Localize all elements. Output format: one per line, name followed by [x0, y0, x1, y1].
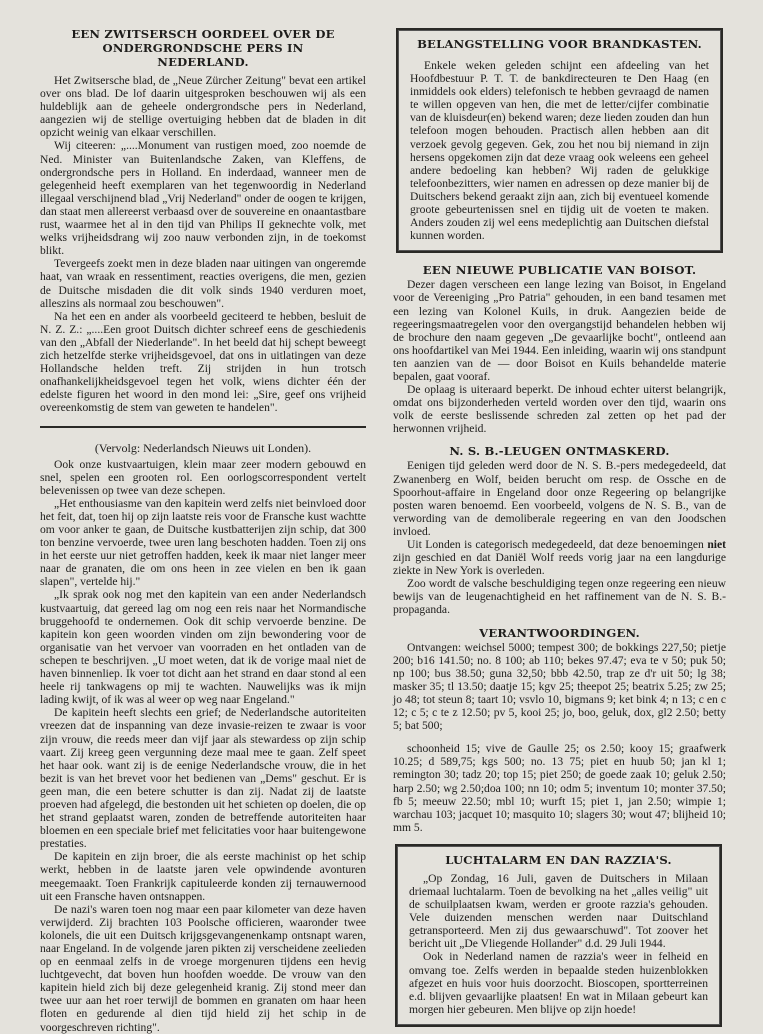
article-nsb-leugen	[393, 444, 726, 616]
paragraph: De kapitein heeft slechts een grief; de Nederlandsche autoriteiten vreezen dat de inspanning van deze invasie-reizen te zwaar is voor zijn vrouw, die reeds meer dan vijf jaar als stewardess op zijn schip vaart. Zij kreeg geen vergunning deze maal mee te gaan. Zelf speet het haar ook. want zij is de eenige Nederlandsche vrouw, die in het bezit is van het brevet voor het bedienen van „Dems" geschut. Er is geen man, die een betere schutter is dan zij. Nadat zij de laatste proeven had afgelegd, die bestonden uit het schieten op doelen, die op het strand geplaatst waren, zonden de betreffende autoriteiten haar bloemen en een speciale brief met felicitaties voor haar buitengewone prestaties.	[40, 706, 366, 851]
paragraph: „Op Zondag, 16 Juli, gaven de Duitschers in Milaan driemaal luchtalarm. Toen de bevolking na het „alles veilig" uit de schuilplaatsen kwam, werden er groote razzia's gehouden. Vele duizenden menschen werden naar Duitschland getransporteerd. Men zij dus gewaarschuwd". Tot zoover het bericht uit „De Vliegende Hollander" d.d. 29 Juli 1944.	[409, 871, 708, 951]
paragraph: Ontvangen: weichsel 5000; tempest 300; de bokkings 227,50; pietje 200; b16 141.50; no. 8 100; ab 110; bekes 97.47; eva te v 50; puk 50; np 100; bus 38.50; guna 32,50; bbb 42.50, trap ze d'r uit 50; lg 38; masker 35; tl 13.50; daatje 15; kgv 25; theepot 25; beatrix 5.25; zw 25; jo 48; tot steun 8; taart 10; vsvlo 10, bigmans 9; ket bink 4; n 13; c en c 12; c 5; c te z 12.50; pv 5, kooi 25; jo, boo, geluk, dox, gl2 2.50; betty 5; bat 500;	[393, 640, 726, 733]
paragraph: „Het enthousiasme van den kapitein werd zelfs niet beinvloed door het feit, dat, toen hij op zijn laatste reis voor de Fransche kust wachtte om voor anker te gaan, de Duitsche kustbatterijen zijn schip, dat 300 ton benzine vervoerde, twee uren lang beschoten hadden. Toen zij ons in het eerste uur niet getroffen hadden, keek ik maar niet langer meer naar de granaten, die om ons heen in zee vielen en ben ik gaan slapen", vertelde hij."	[40, 496, 366, 589]
article-boisot	[393, 263, 726, 435]
paragraph: schoonheid 15; vive de Gaulle 25; os 2.50; kooy 15; graafwerk 10.25; d 589,75; kgs 500; no. 13 75; piet en huub 50; jan kl 1; remington 30; tadz 20; top 15; piet 250; de goede zaak 10; geluk 2.50; harp 2.50; wg 2.50;doa 100; nn 10; odm 5; inventum 10; monter 37.50; fb 5; meeuw 22.50; mbl 10; wurft 15; piet 1, jan 2.50; wimpie 1; warchau 103; jacquet 10; masquito 10; slagers 30; wout 47; blijheid 10; mm 5.	[393, 742, 726, 834]
paragraph: Eenigen tijd geleden werd door de N. S. B.-pers medegedeeld, dat Zwanenberg en Wolf, beiden berucht om resp. de Ossche en de Spoorhout-affaire in Engeland door onze Regeering op belangrijke posten waren benoemd. Een voorbeeld, volgens de N. S. B., van de verwording van de demoliberale regeering en van den Joodschen invloed.	[393, 459, 726, 538]
paragraph: Het Zwitsersche blad, de „Neue Zürcher Zeitung" bevat een artikel over ons blad. De lof daarin uitgesproken beschouwen wij als een huldeblijk aan de geheele ondergrondsche pers in Nederland, aangezien wij de stellige overtuiging hebben dat de bladen in dit opzicht weinig van elkaar verschillen.	[40, 74, 366, 140]
paragraph: Zoo wordt de valsche beschuldiging tegen onze regeering een nieuw bewijs van de leugenachtigheid en het raffinement van de N. S. B.-propaganda.	[393, 577, 726, 617]
paragraph: Wij citeeren: „....Monument van rustigen moed, zoo noemde de Ned. Minister van Buitenlandsche Zaken, van Kleffens, de ondergrondsche pers in Holland. En inderdaad, wanneer men de gelegenheid heeft exemplaren van het tegenwoordig in Nederland illegaal verschijnend blad „Vrij Nederland" onder de oogen te krijgen, dan staat men allereerst verbaasd over de souvereine en onaantastbare rust, waarmee het al in den tijd van Philips II geknechte volk, met welks vrijheidsdrang wij zoo nauw verbonden zijn, in de toekomst blikt.	[40, 139, 366, 258]
article-nieuws-uit-londen	[40, 442, 366, 1033]
column-divider	[40, 426, 366, 428]
paragraph	[393, 538, 726, 577]
paragraph: „Ik sprak ook nog met den kapitein van een ander Nederlandsch kustvaartuig, dat gereed lag om nog een reis naar het Normandische bruggehoofd te ondernemen. Ook dit schip vervoerde benzine. De kapitein kon geen woorden vinden om zijn bewondering voor de organisatie van het vervoer van voorraden en het ontladen van de schepen te beschrijven. „U moet weten, dat ik de vorige maal niet de haven binnenliep. Ik voer tot dicht aan het strand en daar stond al een heele rij tankwagens op mij te wachten. Nauwelijks was ik mijn lading kwijt, of ik was al weer op weg naar Engeland."	[40, 588, 366, 707]
paragraph: Ook onze kustvaartuigen, klein maar zeer modern gebouwd en snel, spelen een grooten rol. Een oorlogscorrespondent vertelt belevenissen op twee van deze schepen.	[40, 457, 366, 497]
article-verantwoordingen	[393, 626, 726, 834]
box-brandkasten	[396, 28, 723, 253]
paragraph: Enkele weken geleden schijnt een afdeeling van het Hoofdbestuur P. T. T. de bankdirecteuren te Den Haag (en inmiddels ook elders) telefonisch te hebben gevraagd de namen te willen opgeven van hen, die met de letter/cijfer combinatie van de kluisdeur(en) bekend waren; deze lieden zouden dan hun telefoon mogen behouden. Practisch allen hebben aan dit verzoek gevolg gegeven. Gek, zou het nou bij niemand in zijn hersens opgekomen zijn dat deze vraag ook weleens een geheel andere bedoeling kan hebben? Wij raden de gelukkige telefoonbezitters, wier namen en adressen op deze manier bij de Duitschers bekend geraakt zijn aan, zich bij eventueel komende groote gebeurtenissen snel en tijdig uit de voeten te maken. Anders zouden zij wel eens medeplichtig aan Duitschen diefstal kunnen worden.	[410, 59, 709, 243]
article-title: BELANGSTELLING VOOR BRANDKASTEN.	[417, 37, 702, 51]
article-title: N. S. B.-LEUGEN ONTMASKERD.	[449, 444, 670, 459]
box-luchtalarm	[395, 844, 722, 1027]
paragraph: De oplaag is uiteraard beperkt. De inhoud echter uiterst belangrijk, omdat ons bijzonderheden verteld worden over den tijd, waarin ons volk de eerste beslissende schreden zal zetten op het pad der herwonnen vrijheid.	[393, 383, 726, 436]
paragraph: Ook in Nederland namen de razzia's weer in felheid en omvang toe. Zelfs werden in bepaalde steden huizenblokken afgezet en huis voor huis doorzocht. Bioscopen, sportterreinen e.d. blijven gevaarlijke plaatsen! En wat in Milaan gebeurt kan morgen hier gebeuren. Men blijve op zijn hoede!	[409, 950, 708, 1016]
article-title: EEN NIEUWE PUBLICATIE VAN BOISOT.	[422, 263, 697, 278]
article-title: VERANTWOORDINGEN.	[479, 625, 640, 640]
emphasis: niet	[707, 538, 726, 551]
article-title: EEN ZWITSERSCH OORDEEL OVER DE ONDERGRONDSCHE PERS IN NEDERLAND.	[71, 27, 335, 69]
text: Uit Londen is categorisch medegedeeld, dat deze benoemingen	[407, 538, 708, 551]
article-title: LUCHTALARM EN DAN RAZZIA'S.	[445, 852, 672, 867]
right-column	[393, 28, 726, 1027]
continuation-heading: (Vervolg: Nederlandsch Nieuws uit Londen).	[94, 441, 312, 456]
paragraph: De nazi's waren toen nog maar een paar kilometer van deze haven verwijderd. Zij brachten 103 Poolsche officieren, waaronder twee kolonels, die uit een Duitsch krijgsgevangenenkamp ontsnapt waren, naar Engeland. In de volgende jaren pikten zij verscheidene zeelieden op en eenmaal zelfs in de vroege morgenuren tijdens een hevig luchtgevecht, dat boven hun hoofden woedde. De vrouw van den kapitein hield zich bij deze gelegenheid kranig. Zij stond meer dan twee uur aan het roer terwijl de bommen en granaten om haar heen floten en gedurende al dien tijd hield zij het schip in de voorgeschreven richting".	[40, 902, 366, 1034]
paragraph: Dezer dagen verscheen een lange lezing van Boisot, in Engeland voor de Vereeniging „Pro Patria" gehouden, in een band tesamen met een lezing van Kolonel Kuils, in druk. Aangezien beide de regeeringsmaatregelen voor den overgangstijd behandelen hebben wij de brochure den naam gegeven „De gevaarlijke bocht", ontleend aan ons hoofdartikel van Mei 1944. Een inleiding, waarin wij ons standpunt ten aanzien van de — door Boisot en Kuils behandelde materie bepalen, gaat vooraf.	[393, 278, 726, 383]
paragraph: Tevergeefs zoekt men in deze bladen naar uitingen van ongeremde haat, van wraak en ressentiment, reacties overigens, die men, gezien de Duitsche misdaden die dit volk sinds 1940 verduren moet, alleszins als normaal zou beschouwen".	[40, 257, 366, 310]
paragraph: De kapitein en zijn broer, die als eerste machinist op het schip werkt, hebben in de laatste jaren vele opwindende avonturen meegemaakt. Toen Frankrijk capituleerde konden zij ternauwernood uit een Fransche haven ontsnappen.	[40, 850, 366, 903]
left-column	[40, 27, 366, 1034]
text: zijn geschied en dat Daniël Wolf reeds vorig jaar na een langdurige ziekte in New York is overleden.	[393, 551, 726, 578]
article-zwitsersch-oordeel	[40, 27, 366, 414]
paragraph: Na het een en ander als voorbeeld geciteerd te hebben, besluit de N. Z. Z.: „....Een groot Duitsch dichter schreef eens de geschiedenis van den „Abfall der Niederlande". In het beeld dat hij schept beweegt zich hetzelfde sterke vrijheidsgevoel, dat ons in uitlatingen van deze Hollandsche helden treft. Zij strijden in hun trotsch onafhankelijkheidsgevoel tegen het volk, wiens dichter één der edelste figuren het woord in den mond lei: „Sire, geef ons vrijheid overeenkomstig de stem van geweten te handelen".	[40, 309, 366, 415]
